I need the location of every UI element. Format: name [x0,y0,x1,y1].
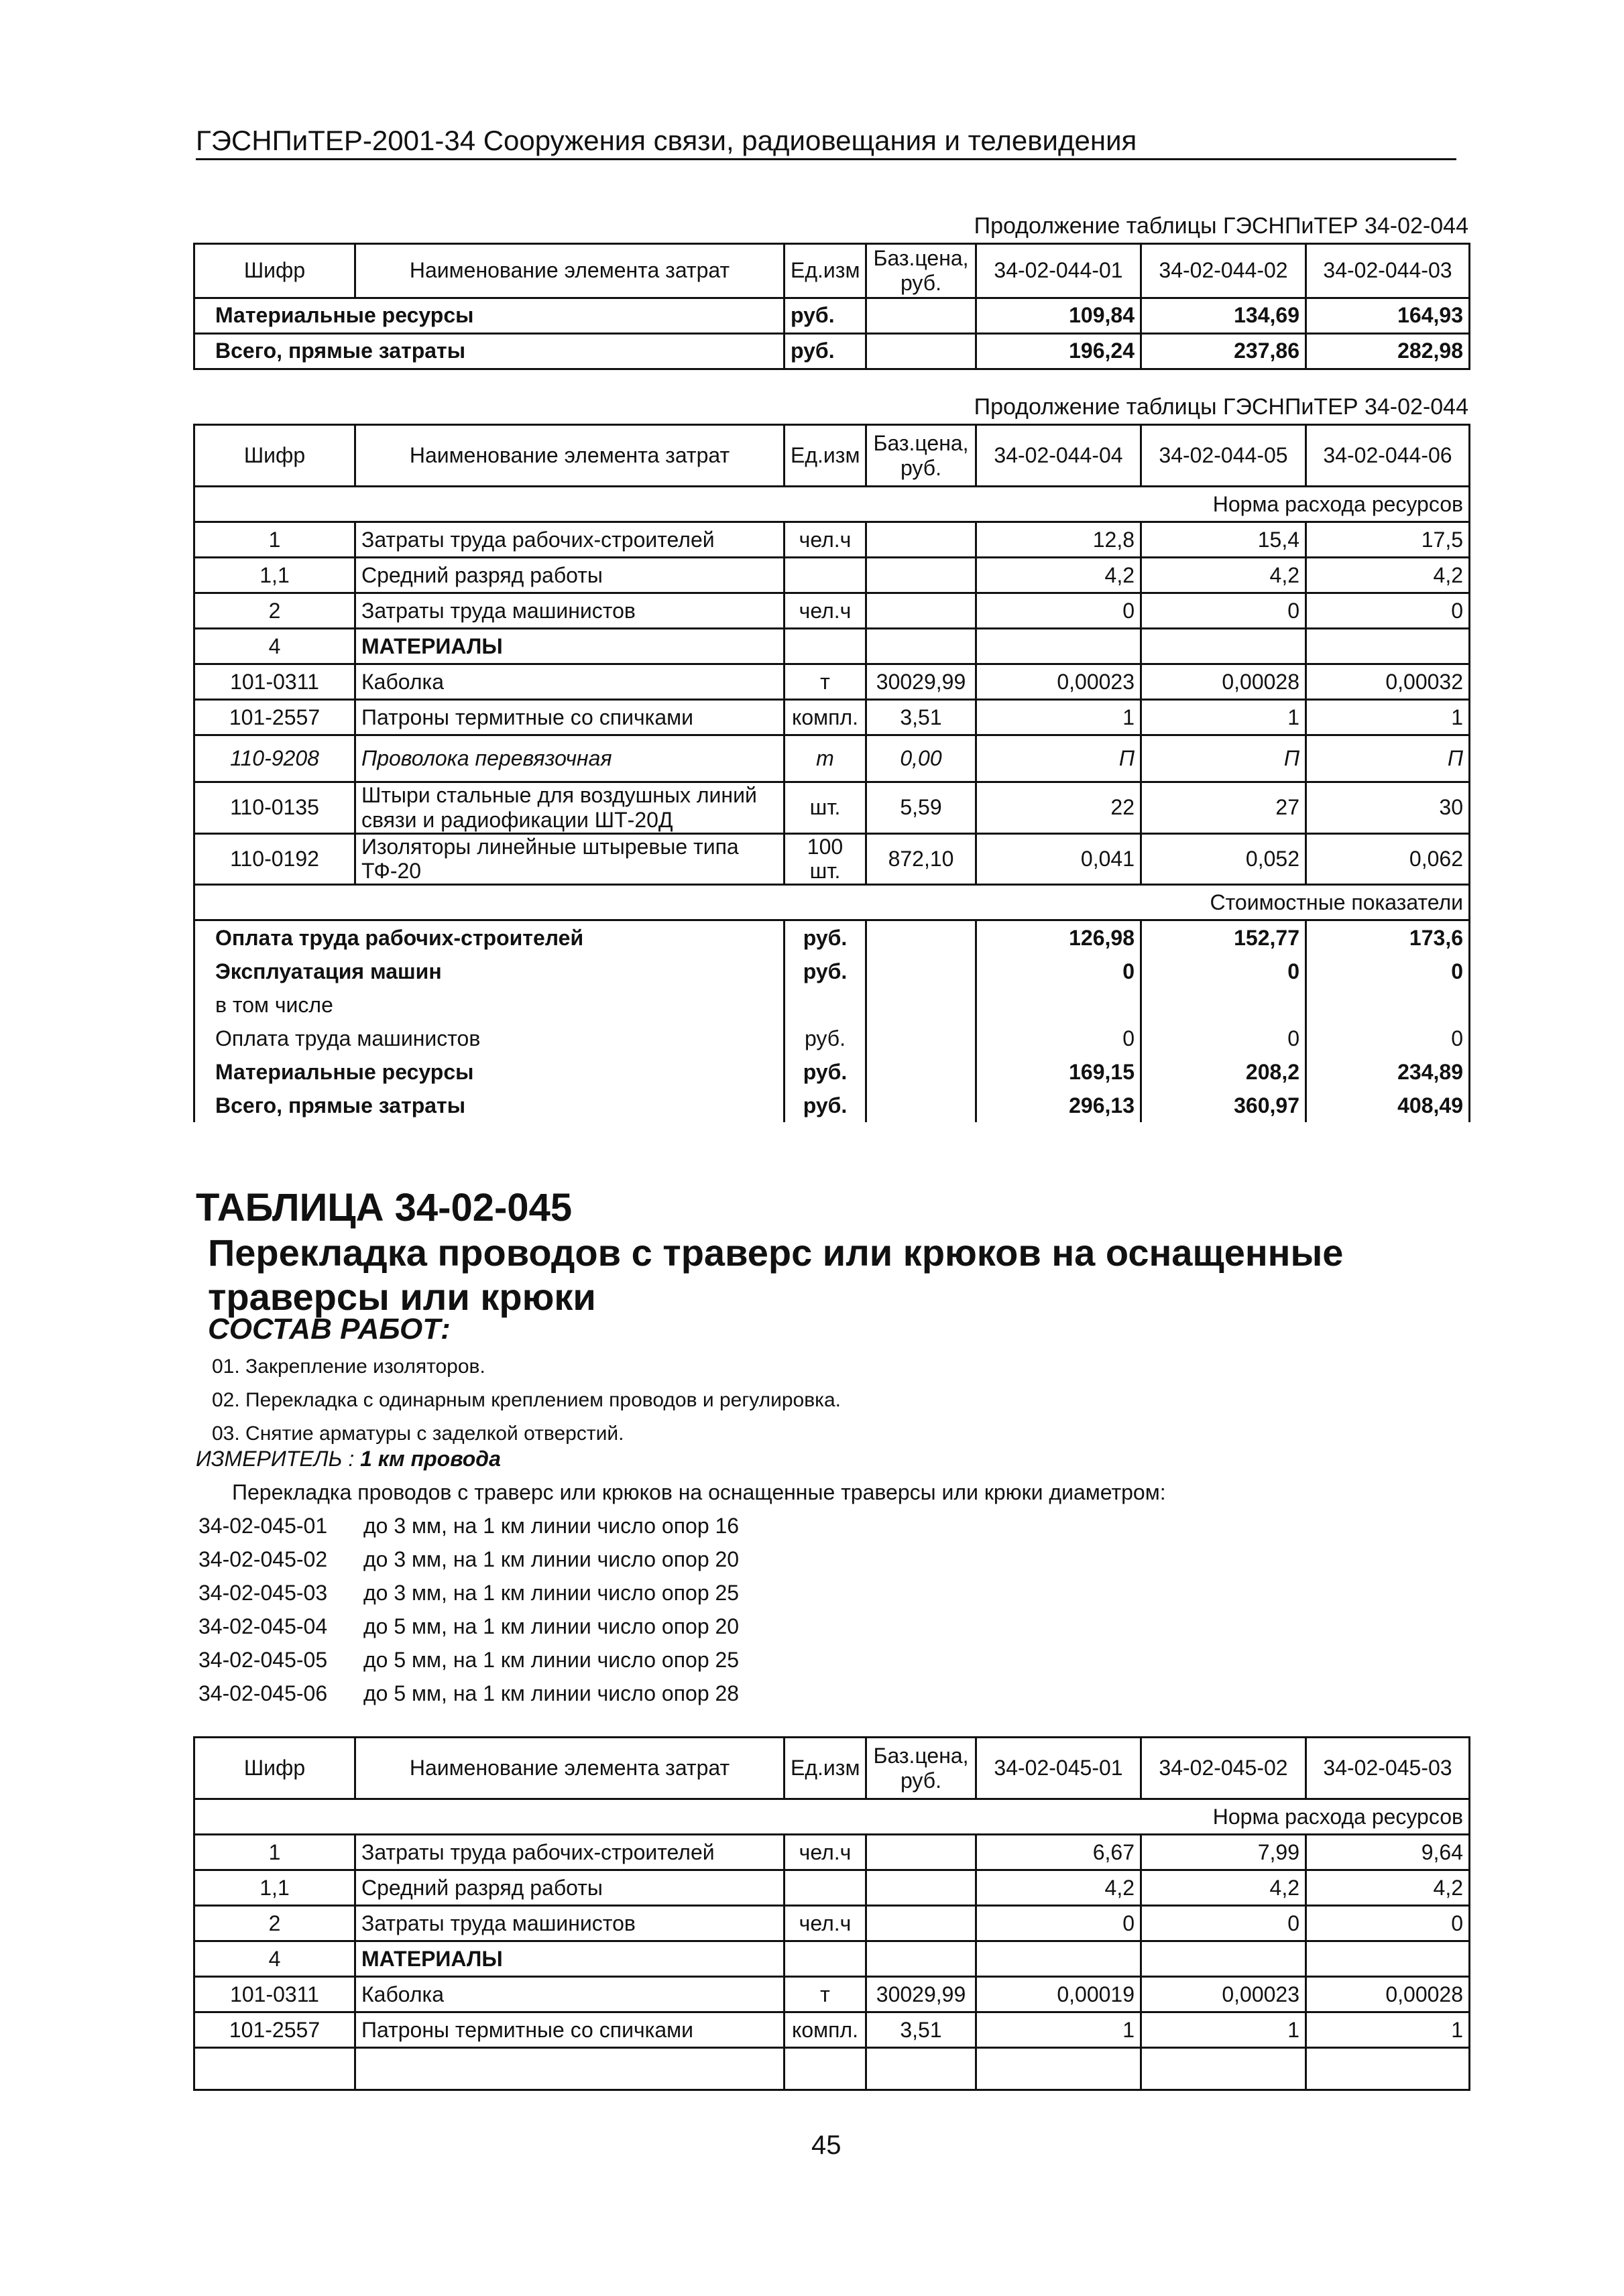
header-variant: 34-02-044-03 [1306,244,1470,298]
value-cell [1306,629,1470,664]
value-cell: 0 [1141,955,1306,988]
price-cell: 30029,99 [866,1977,976,2012]
value-cell: 27 [1141,782,1306,834]
value-cell [1306,988,1470,1022]
variant-code: 34-02-045-06 [198,1681,328,1705]
value-cell: 134,69 [1141,298,1306,333]
work-item: 03. Снятие арматуры с заделкой отверстий. [212,1423,624,1445]
row-label: Материальные ресурсы [194,298,785,333]
unit-cell: т [785,735,866,782]
header-code: Шифр [194,425,355,487]
value-cell: 0 [976,1906,1141,1941]
header-name: Наименование элемента затрат [355,425,785,487]
price-cell [866,1835,976,1870]
price-cell [866,988,976,1022]
value-cell: 4,2 [1141,1870,1306,1906]
value-cell: 173,6 [1306,920,1470,955]
value-cell: 164,93 [1306,298,1470,333]
header-variant: 34-02-044-02 [1141,244,1306,298]
value-cell: 30 [1306,782,1470,834]
value-cell: 208,2 [1141,1055,1306,1089]
header-variant: 34-02-044-05 [1141,425,1306,487]
unit-cell: чел.ч [785,593,866,629]
value-cell: 4,2 [1141,558,1306,593]
table-row [194,558,1470,593]
code-cell: 110-0192 [194,833,355,885]
row-label: в том числе [194,988,785,1022]
value-cell: 0 [1306,593,1470,629]
price-cell: 872,10 [866,833,976,885]
table1 [193,243,1470,370]
price-cell [866,1870,976,1906]
variant-line [198,1648,739,1673]
unit-cell: руб. [785,1055,866,1089]
variant-text: до 3 мм, на 1 км линии число опор 16 [363,1514,740,1538]
price-cell [866,1055,976,1089]
row-label: Материальные ресурсы [194,1055,785,1089]
header-unit: Ед.изм [785,244,866,298]
value-cell [1141,629,1306,664]
variant-text: до 3 мм, на 1 км линии число опор 25 [363,1581,740,1605]
price-cell [866,629,976,664]
value-cell [1306,1941,1470,1977]
name-cell: Проволока перевязочная [355,735,785,782]
unit-cell [785,1870,866,1906]
value-cell: 1 [1141,700,1306,735]
value-cell: 0 [1306,1022,1470,1055]
variant-code: 34-02-045-01 [198,1514,328,1538]
variant-line [198,1547,739,1572]
code-cell: 4 [194,629,355,664]
value-cell [976,1941,1141,1977]
table-row [194,1906,1470,1941]
variant-code: 34-02-045-03 [198,1581,328,1605]
value-cell: 152,77 [1141,920,1306,955]
value-cell: 408,49 [1306,1089,1470,1122]
variant-code: 34-02-045-05 [198,1648,328,1672]
header-variant: 34-02-045-01 [976,1738,1141,1799]
variant-text: до 5 мм, на 1 км линии число опор 25 [363,1648,740,1672]
table1-continuation: Продолжение таблицы ГЭСНПиТЕР 34-02-044 [974,213,1468,239]
header-unit: Ед.изм [785,425,866,487]
header-variant: 34-02-045-03 [1306,1738,1470,1799]
code-cell: 101-2557 [194,2012,355,2048]
page-header: ГЭСНПиТЕР-2001-34 Сооружения связи, радиовещания и телевидения [196,125,1456,160]
header-name: Наименование элемента затрат [355,1738,785,1799]
value-cell: 15,4 [1141,522,1306,558]
value-cell [976,629,1141,664]
unit-cell: руб. [785,1022,866,1055]
value-cell: 0 [976,1022,1141,1055]
code-cell: 1 [194,1835,355,1870]
value-cell: 0 [1306,955,1470,988]
value-cell: 0,052 [1141,833,1306,885]
value-cell: П [1141,735,1306,782]
code-cell: 2 [194,1906,355,1941]
value-cell: 4,2 [976,558,1141,593]
value-cell [1141,1941,1306,1977]
cost-label: Стоимостные показатели [194,885,1470,920]
header-variant: 34-02-044-01 [976,244,1141,298]
unit-cell [785,1941,866,1977]
table-row [194,664,1470,700]
code-cell: 101-0311 [194,664,355,700]
value-cell: 0,00023 [976,664,1141,700]
variant-text: до 5 мм, на 1 км линии число опор 20 [363,1614,740,1638]
name-cell: МАТЕРИАЛЫ [355,629,785,664]
name-cell: Затраты труда рабочих-строителей [355,1835,785,1870]
header-price: Баз.цена, руб. [866,1738,976,1799]
header-unit: Ед.изм [785,1738,866,1799]
unit-cell [785,558,866,593]
table-row [194,920,1470,955]
name-cell: МАТЕРИАЛЫ [355,1941,785,1977]
code-cell: 1,1 [194,558,355,593]
variant-line [198,1514,739,1538]
row-label: Всего, прямые затраты [194,333,785,369]
header-code: Шифр [194,244,355,298]
value-cell: 6,67 [976,1835,1141,1870]
variant-text: до 3 мм, на 1 км линии число опор 20 [363,1547,740,1571]
value-cell: 4,2 [976,1870,1141,1906]
name-cell: Затраты труда машинистов [355,593,785,629]
value-cell: 0,00028 [1306,1977,1470,2012]
table-row [194,955,1470,988]
table-row [194,333,1470,369]
header-price: Баз.цена, руб. [866,425,976,487]
price-cell [866,1089,976,1122]
value-cell: 12,8 [976,522,1141,558]
name-cell: Каболка [355,664,785,700]
table-row [194,629,1470,664]
value-cell: 0,00023 [1141,1977,1306,2012]
unit-cell: шт. [785,782,866,834]
header-code: Шифр [194,1738,355,1799]
price-cell [866,1906,976,1941]
price-cell [866,1022,976,1055]
unit-cell: руб. [785,1089,866,1122]
unit-cell: компл. [785,2012,866,2048]
value-cell: 0 [1141,1906,1306,1941]
price-cell: 5,59 [866,782,976,834]
unit-cell: руб. [785,920,866,955]
intro-text: Перекладка проводов с траверс или крюков на оснащенные траверсы или крюки диаметром: [232,1480,1166,1504]
value-cell: 0,041 [976,833,1141,885]
value-cell: 360,97 [1141,1089,1306,1122]
table-row [194,1941,1470,1977]
work-item: 02. Перекладка с одинарным креплением проводов и регулировка. [212,1389,841,1411]
header-variant: 34-02-044-04 [976,425,1141,487]
row-label: Эксплуатация машин [194,955,785,988]
table-row [194,593,1470,629]
table-row [194,1089,1470,1122]
variant-code: 34-02-045-02 [198,1547,328,1571]
value-cell [1141,988,1306,1022]
unit-cell: чел.ч [785,1906,866,1941]
value-cell: П [1306,735,1470,782]
name-cell: Затраты труда рабочих-строителей [355,522,785,558]
price-cell [866,1941,976,1977]
table2 [193,424,1470,1122]
table3 [193,1736,1470,2091]
price-cell: 30029,99 [866,664,976,700]
unit-cell: компл. [785,700,866,735]
value-cell: 296,13 [976,1089,1141,1122]
price-cell [866,593,976,629]
code-cell: 101-0311 [194,1977,355,2012]
table-row [194,1022,1470,1055]
value-cell: 196,24 [976,333,1141,369]
code-cell: 4 [194,1941,355,1977]
value-cell: 234,89 [1306,1055,1470,1089]
unit-cell: руб. [785,298,866,333]
price-cell [866,920,976,955]
table-row [194,2012,1470,2048]
unit-cell: руб. [785,333,866,369]
value-cell: П [976,735,1141,782]
variant-code: 34-02-045-04 [198,1614,328,1638]
variant-line [198,1614,739,1639]
header-name: Наименование элемента затрат [355,244,785,298]
unit-cell [785,629,866,664]
value-cell: 1 [976,2012,1141,2048]
table2-continuation: Продолжение таблицы ГЭСНПиТЕР 34-02-044 [974,394,1468,420]
unit-cell: т [785,1977,866,2012]
section-title: Перекладка проводов с траверс или крюков на оснащенные траверсы или крюки [208,1231,1344,1319]
value-cell: 0 [976,955,1141,988]
value-cell: 0,00032 [1306,664,1470,700]
value-cell: 0 [1306,1906,1470,1941]
value-cell: 1 [976,700,1141,735]
variant-line [198,1581,739,1606]
header-variant: 34-02-045-02 [1141,1738,1306,1799]
value-cell: 22 [976,782,1141,834]
value-cell: 282,98 [1306,333,1470,369]
meter [196,1447,501,1471]
value-cell: 109,84 [976,298,1141,333]
table-row [194,522,1470,558]
norm-label: Норма расхода ресурсов [194,1799,1470,1835]
sostav-label: СОСТАВ РАБОТ: [208,1313,451,1345]
name-cell: Каболка [355,1977,785,2012]
name-cell: Средний разряд работы [355,558,785,593]
meter-label: ИЗМЕРИТЕЛЬ : [196,1447,355,1471]
unit-cell [785,988,866,1022]
table-row [194,833,1470,885]
value-cell: 4,2 [1306,558,1470,593]
table-row [194,1977,1470,2012]
value-cell: 1 [1306,700,1470,735]
value-cell: 0,00019 [976,1977,1141,2012]
name-cell: Средний разряд работы [355,1870,785,1906]
code-cell: 110-0135 [194,782,355,834]
unit-cell: т [785,664,866,700]
name-cell: Штыри стальные для воздушных линий связи и радиофикации ШТ-20Д [355,782,785,834]
code-cell: 101-2557 [194,700,355,735]
unit-cell: руб. [785,955,866,988]
row-label: Всего, прямые затраты [194,1089,785,1122]
value-cell: 4,2 [1306,1870,1470,1906]
header-price: Баз.цена, руб. [866,244,976,298]
row-label: Оплата труда рабочих-строителей [194,920,785,955]
table-row [194,1870,1470,1906]
value-cell: 169,15 [976,1055,1141,1089]
price-cell [866,955,976,988]
table-row [194,782,1470,834]
name-cell: Патроны термитные со спичками [355,700,785,735]
name-cell: Затраты труда машинистов [355,1906,785,1941]
value-cell: 0 [1141,1022,1306,1055]
table-row [194,700,1470,735]
table-row [194,298,1470,333]
header-variant: 34-02-044-06 [1306,425,1470,487]
price-cell: 3,51 [866,2012,976,2048]
value-cell: 0 [1141,593,1306,629]
variant-line [198,1681,739,1706]
table-title: ТАБЛИЦА 34-02-045 [196,1186,573,1229]
price-cell [866,558,976,593]
value-cell: 126,98 [976,920,1141,955]
table-row [194,1055,1470,1089]
table-row-spacer [194,2048,1470,2090]
unit-cell: чел.ч [785,522,866,558]
unit-cell: 100 шт. [785,833,866,885]
row-label: Оплата труда машинистов [194,1022,785,1055]
value-cell: 1 [1141,2012,1306,2048]
price-cell: 0,00 [866,735,976,782]
table-row [194,988,1470,1022]
value-cell: 0,00028 [1141,664,1306,700]
price-cell [866,522,976,558]
unit-cell: чел.ч [785,1835,866,1870]
page-number: 45 [811,2130,842,2160]
code-cell: 2 [194,593,355,629]
table-row [194,735,1470,782]
value-cell: 9,64 [1306,1835,1470,1870]
name-cell: Изоляторы линейные штыревые типа ТФ-20 [355,833,785,885]
work-item: 01. Закрепление изоляторов. [212,1355,485,1378]
meter-value: 1 км провода [360,1447,501,1471]
code-cell: 1 [194,522,355,558]
variant-text: до 5 мм, на 1 км линии число опор 28 [363,1681,740,1705]
value-cell: 0 [976,593,1141,629]
value-cell: 7,99 [1141,1835,1306,1870]
value-cell: 1 [1306,2012,1470,2048]
name-cell: Патроны термитные со спичками [355,2012,785,2048]
value-cell: 17,5 [1306,522,1470,558]
value-cell [976,988,1141,1022]
value-cell: 237,86 [1141,333,1306,369]
price-cell: 3,51 [866,700,976,735]
code-cell: 1,1 [194,1870,355,1906]
value-cell: 0,062 [1306,833,1470,885]
norm-label: Норма расхода ресурсов [194,487,1470,522]
table-row [194,1835,1470,1870]
code-cell: 110-9208 [194,735,355,782]
